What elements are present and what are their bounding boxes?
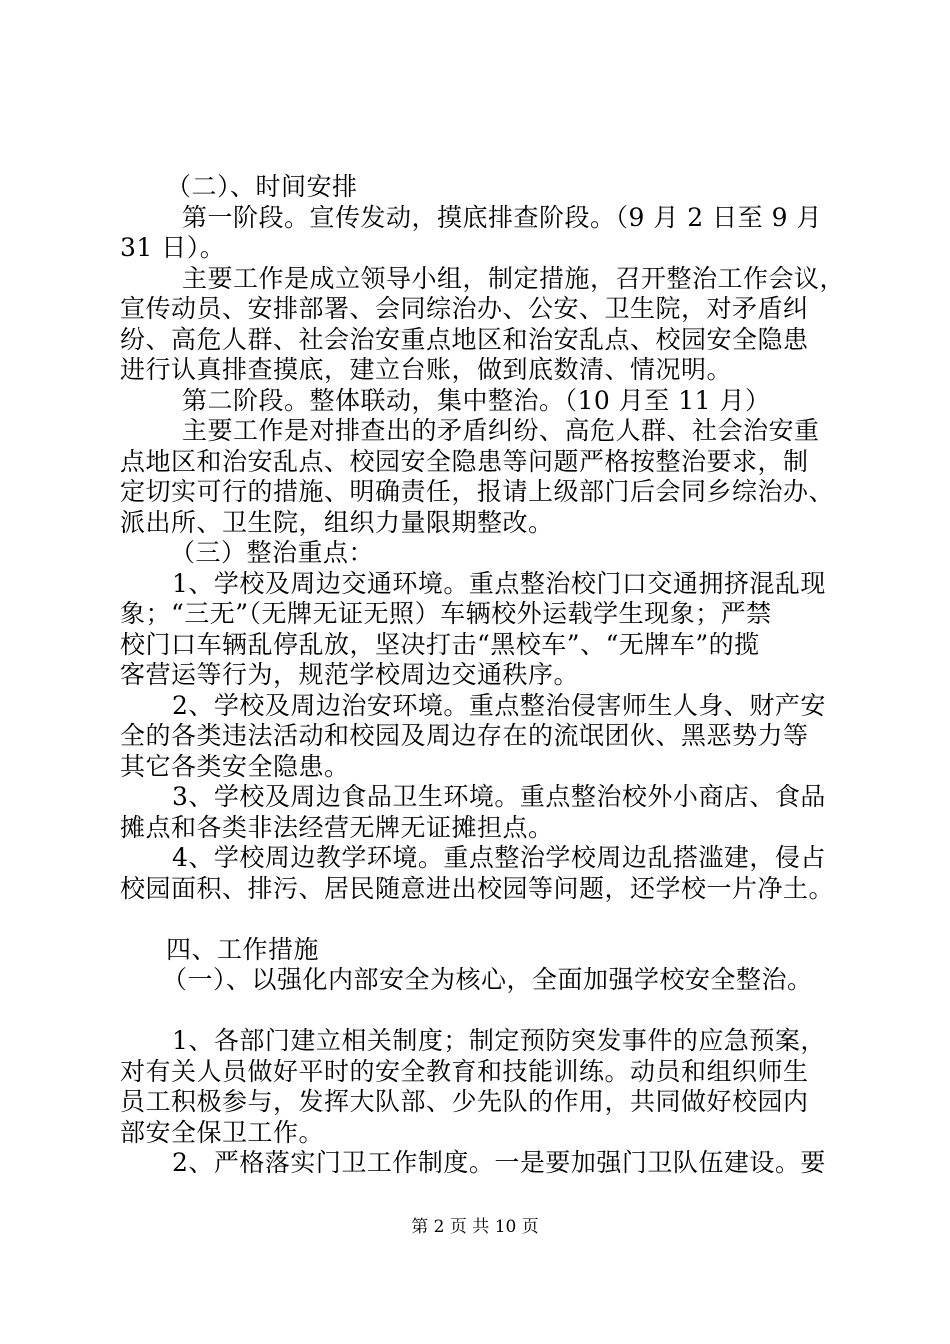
text-line: 四、工作措施 (166, 934, 320, 964)
text-line: 象；“三无”（无牌无证无照）车辆校外运载学生现象；严禁 (120, 599, 772, 628)
text-line: 宣传动员、安排部署、会同综治办、公安、卫生院，对矛盾纠 (120, 294, 809, 323)
text-line: 对有关人员做好平时的安全教育和技能训练。动员和组织师生 (120, 1056, 809, 1086)
text-line: （三）整治重点： (170, 538, 375, 567)
text-line: 全的各类违法活动和校园及周边存在的流氓团伙、黑恶势力等 (120, 721, 809, 750)
text-line: 摊点和各类非法经营无牌无证摊担点。 (120, 812, 554, 842)
text-line: 第二阶段。整体联动，集中整治。（10 月至 11 月） (182, 385, 771, 415)
text-line: 员工积极参与，发挥大队部、少先队的作用，共同做好校园内 (120, 1087, 809, 1116)
text-line: 点地区和治安乱点、校园安全隐患等问题严格按整治要求，制 (120, 446, 809, 476)
text-line: 4、学校周边教学环境。重点整治学校周边乱搭滥建，侵占 (172, 843, 826, 872)
text-line: 2、学校及周边治安环境。重点整治侵害师生人身、财产安 (172, 690, 826, 720)
text-line: 31 日）。 (120, 233, 226, 262)
text-line: 定切实可行的措施、明确责任，报请上级部门后会同乡综治办、 (120, 477, 835, 506)
blank-line (120, 904, 850, 935)
text-line: （二）、时间安排 (166, 172, 358, 201)
text-line: 进行认真排查摸底，建立台账，做到底数清、情况明。 (120, 355, 733, 384)
text-line: 部安全保卫工作。 (120, 1117, 325, 1147)
blank-line (120, 996, 850, 1027)
text-line: 校门口车辆乱停乱放，坚决打击“黑校车”、“无牌车”的揽 (120, 629, 760, 659)
text-line: 2、严格落实门卫工作制度。一是要加强门卫队伍建设。要 (172, 1148, 826, 1177)
text-line: 主要工作是成立领导小组，制定措施，召开整治工作会议， (182, 263, 846, 293)
text-line: 派出所、卫生院，组织力量限期整改。 (120, 507, 554, 537)
text-line: 其它各类安全隐患。 (120, 751, 350, 781)
document-body (120, 172, 850, 1179)
text-line: 主要工作是对排查出的矛盾纠纷、高危人群、社会治安重 (182, 416, 820, 445)
text-line: （一）、以强化内部安全为核心，全面加强学校安全整治。 (162, 965, 813, 994)
text-line: 客营运等行为，规范学校周边交通秩序。 (120, 660, 580, 689)
text-line: 3、学校及周边食品卫生环境。重点整治校外小商店、食品 (172, 782, 826, 811)
text-line: 纷、高危人群、社会治安重点地区和治安乱点、校园安全隐患 (120, 324, 809, 354)
text-line: 校园面积、排污、居民随意进出校园等问题，还学校一片净土。 (120, 873, 835, 903)
text-line: 1、学校及周边交通环境。重点整治校门口交通拥挤混乱现 (172, 568, 826, 598)
text-line: 第一阶段。宣传发动，摸底排查阶段。（9 月 2 日至 9 月 (182, 202, 822, 232)
page-footer: 第 2 页 共 10 页 (411, 1217, 539, 1237)
text-line: 1、各部门建立相关制度；制定预防突发事件的应急预案， (172, 1026, 826, 1055)
